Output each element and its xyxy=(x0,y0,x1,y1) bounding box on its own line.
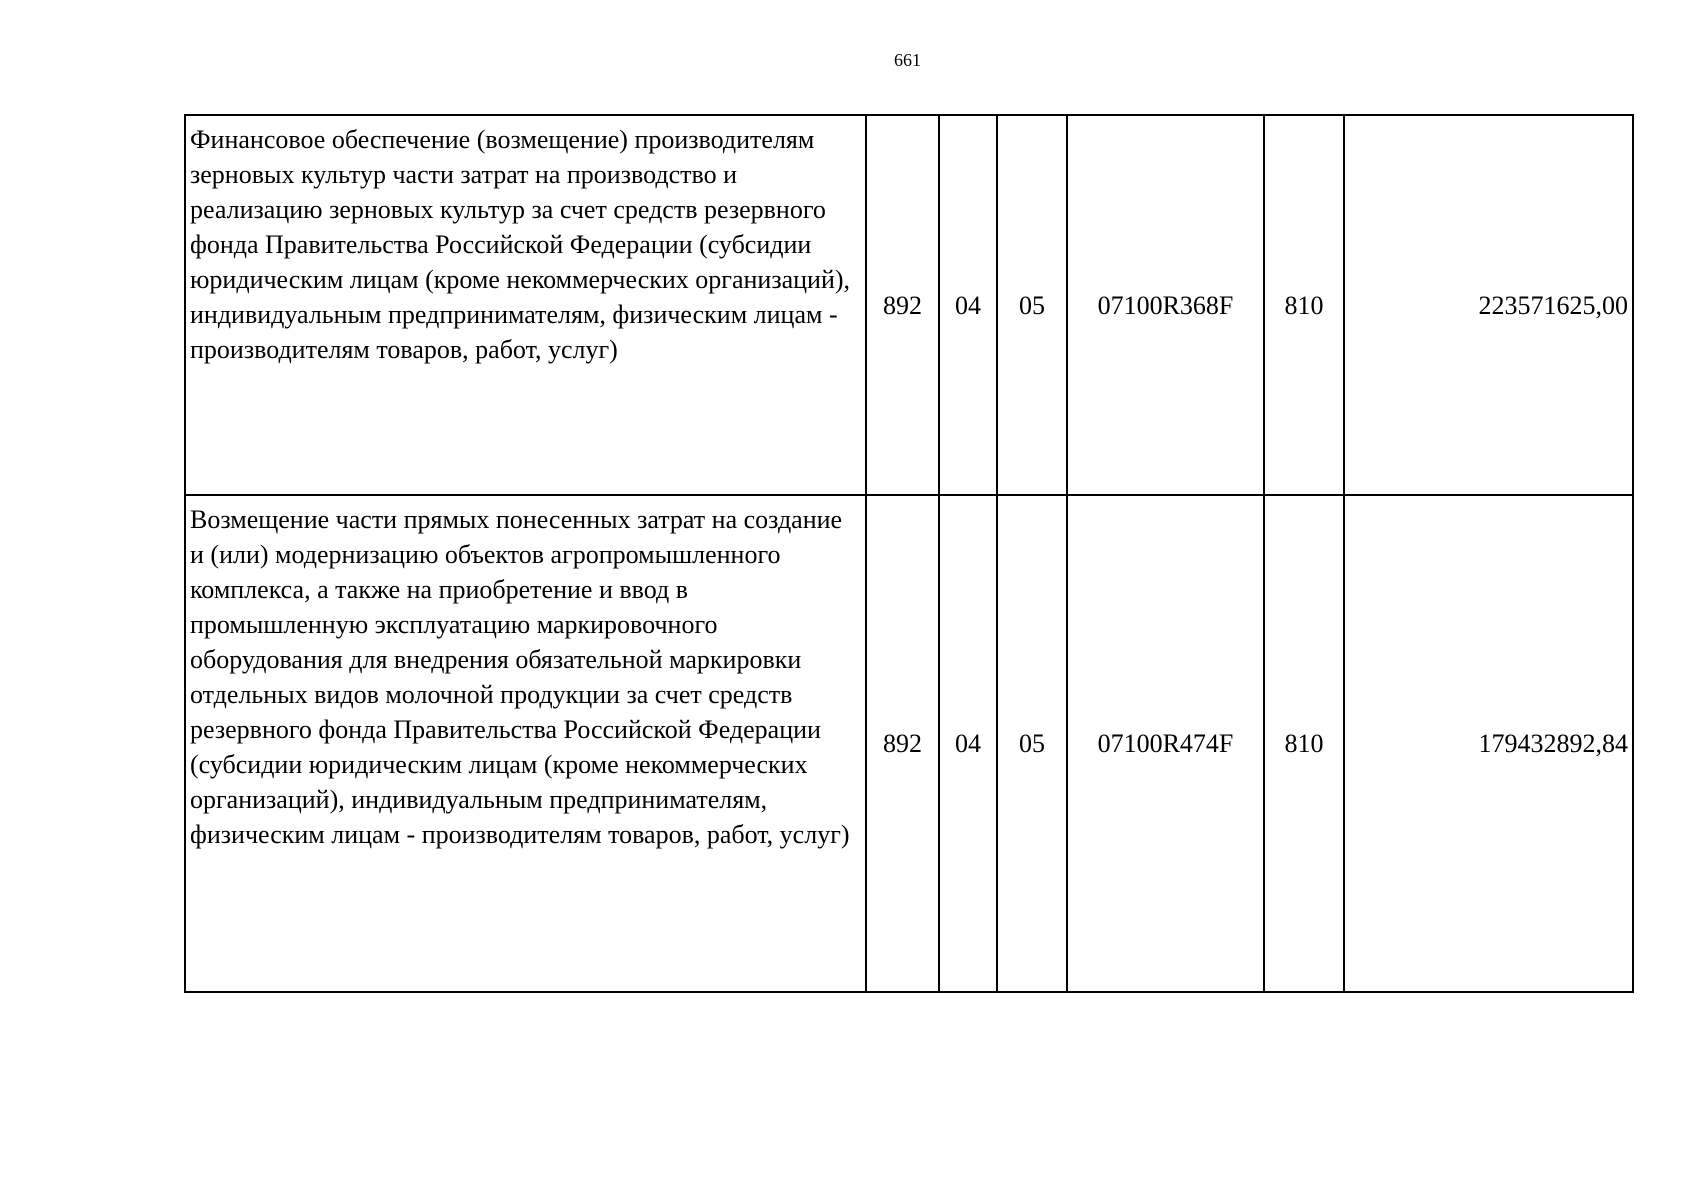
section-code-cell: 04 xyxy=(939,495,997,992)
ministry-code-cell: 892 xyxy=(866,495,939,992)
row-description: Возмещение части прямых понесенных затрат на создание и (или) модернизацию объектов агропромышленного комплекса, а также на приобретение и ввод в промышленную эксплуатацию маркировочного оборудования для внедрения обязательной маркировки отдельных видов молочной продукции за счет средств резервного фонда Правительства Российской Федерации (субсидии юридическим лицам (кроме некоммерческих организаций), индивидуальным предпринимателям, физическим лицам - производителям товаров, работ, услуг) xyxy=(185,495,866,992)
subsection-code-cell: 05 xyxy=(997,495,1067,992)
table-row xyxy=(185,115,1633,495)
section-code-cell: 04 xyxy=(939,115,997,495)
expense-type-cell: 810 xyxy=(1264,115,1344,495)
budget-table xyxy=(184,114,1634,993)
row-description: Финансовое обеспечение (возмещение) производителям зерновых культур части затрат на производство и реализацию зерновых культур за счет средств резервного фонда Правительства Российской Федерации (субсидии юридическим лицам (кроме некоммерческих организаций), индивидуальным предпринимателям, физическим лицам - производителям товаров, работ, услуг) xyxy=(185,115,866,495)
ministry-code-cell: 892 xyxy=(866,115,939,495)
page-number: 661 xyxy=(894,50,921,70)
amount-cell: 179432892,84 xyxy=(1344,495,1633,992)
amount-cell: 223571625,00 xyxy=(1344,115,1633,495)
subsection-code-cell: 05 xyxy=(997,115,1067,495)
target-item-cell: 07100R474F xyxy=(1067,495,1264,992)
expense-type-cell: 810 xyxy=(1264,495,1344,992)
target-item-cell: 07100R368F xyxy=(1067,115,1264,495)
table-row xyxy=(185,495,1633,992)
